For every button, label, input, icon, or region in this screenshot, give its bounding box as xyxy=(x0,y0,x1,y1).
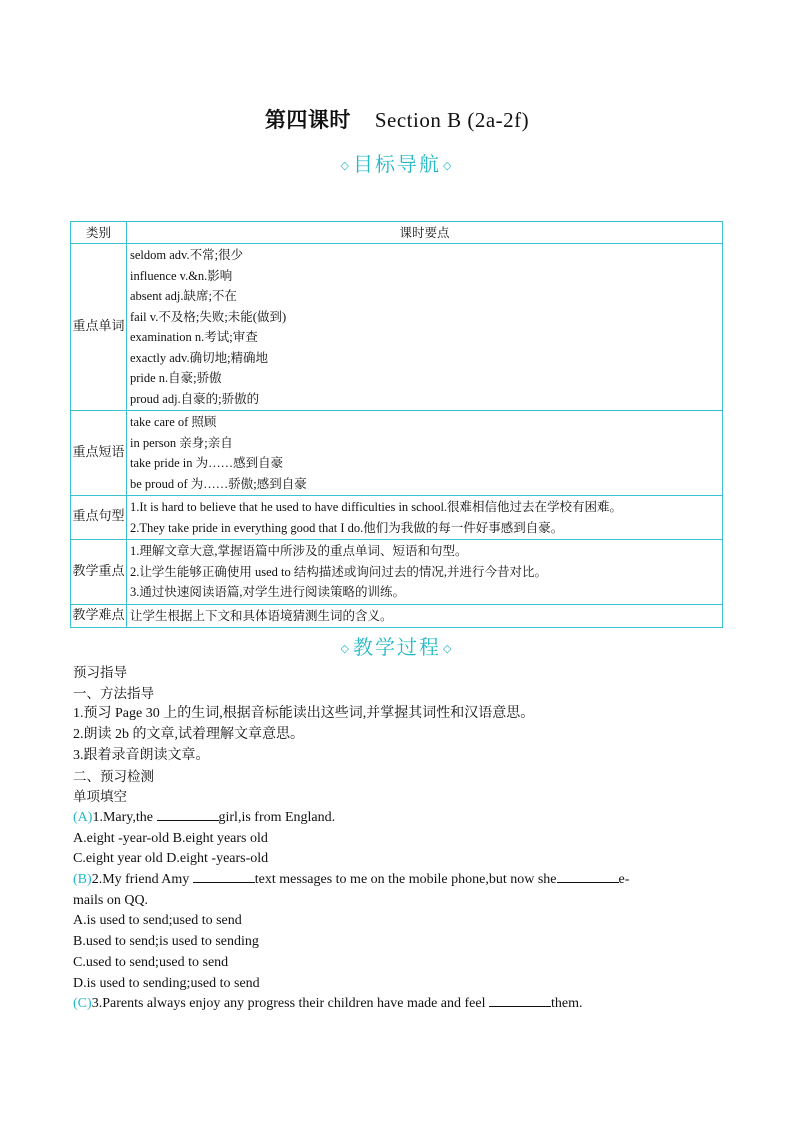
sentence-item: 1.It is hard to believe that he used to have difficulties in school.很难相信他过去在学校有困难。 xyxy=(130,500,623,514)
option-line: C.eight year old D.eight -years-old xyxy=(73,851,269,867)
phrase-item: be proud of 为……骄傲;感到自豪 xyxy=(130,476,307,491)
table-row xyxy=(71,411,723,496)
question-text: them. xyxy=(551,996,583,1012)
option-line: C.used to send;used to send xyxy=(73,954,229,970)
table-row xyxy=(71,244,723,411)
question-2 xyxy=(73,870,733,891)
method-heading: 一、方法指导 xyxy=(73,685,154,702)
section-banner-goals xyxy=(0,148,794,177)
answer-letter: A xyxy=(77,809,88,825)
method-item: 2.朗读 2b 的文章,试着理解文章意思。 xyxy=(73,727,304,743)
row-category: 重点短语 xyxy=(71,411,127,496)
table-header-category: 类别 xyxy=(71,222,127,244)
vocab-item: pride n.自豪;骄傲 xyxy=(130,371,222,385)
method-item: 3.跟着录音朗读文章。 xyxy=(73,747,210,763)
fill-heading: 单项填空 xyxy=(73,789,127,806)
table-row xyxy=(71,540,723,605)
question-1 xyxy=(73,808,733,829)
answer-paren: ( xyxy=(73,809,78,825)
vocab-item: examination n.考试;审查 xyxy=(130,330,258,344)
row-content xyxy=(127,496,723,540)
answer-letter: B xyxy=(77,872,88,888)
vocab-item: influence v.&n.影响 xyxy=(130,268,233,283)
row-category: 教学重点 xyxy=(71,540,127,605)
row-content xyxy=(127,411,723,496)
vocab-item: fail v.不及格;失败;未能(做到) xyxy=(130,309,287,324)
sentence-item: 2.They take pride in everything good that I do.他们为我做的每一件好事感到自豪。 xyxy=(130,520,564,535)
answer-paren: ( xyxy=(73,996,78,1012)
option-line: A.eight -year-old B.eight years old xyxy=(73,830,268,846)
difficulty-item: 让学生根据上下文和具体语境猜测生词的含义。 xyxy=(130,608,393,623)
question-text: mails on QQ. xyxy=(73,892,149,908)
diamond-icon: ◇ xyxy=(443,642,454,655)
phrase-item: in person 亲身;亲自 xyxy=(130,435,233,450)
answer-blank xyxy=(557,870,619,883)
banner-label: 教学过程 xyxy=(353,635,441,659)
row-content xyxy=(127,540,723,605)
table-row xyxy=(71,604,723,628)
row-content xyxy=(127,244,723,411)
table-header-points: 课时要点 xyxy=(127,222,723,244)
title-lesson: 第四课时 xyxy=(264,108,351,132)
body-content xyxy=(73,663,733,1015)
row-content xyxy=(127,604,723,628)
answer-blank xyxy=(193,870,255,883)
answer-blank xyxy=(489,994,551,1007)
method-item: 1.预习 Page 30 上的生词,根据音标能读出这些词,并掌握其词性和汉语意思。 xyxy=(73,706,535,722)
answer-letter: C xyxy=(77,996,88,1012)
answer-paren: ( xyxy=(73,872,78,888)
answer-paren: ) xyxy=(87,996,92,1012)
option-line: A.is used to send;used to send xyxy=(73,913,242,929)
vocab-item: absent adj.缺席;不在 xyxy=(130,289,237,303)
option-line: B.used to send;is used to sending xyxy=(73,934,259,950)
question-text: text messages to me on the mobile phone,but now she xyxy=(254,872,557,888)
question-3 xyxy=(73,994,733,1015)
vocab-item: seldom adv.不常;很少 xyxy=(130,248,244,262)
section-banner-process xyxy=(0,631,794,660)
option-line: D.is used to sending;used to send xyxy=(73,975,260,991)
preview-title: 预习指导 xyxy=(73,665,127,681)
table-row xyxy=(71,496,723,540)
focus-item: 1.理解文章大意,掌握语篇中所涉及的重点单词、短语和句型。 xyxy=(130,544,468,558)
diamond-icon: ◇ xyxy=(443,159,454,172)
row-category: 重点句型 xyxy=(71,496,127,540)
page-title xyxy=(0,104,794,134)
lesson-table xyxy=(70,221,723,628)
banner-label: 目标导航 xyxy=(353,152,441,176)
vocab-item: exactly adv.确切地;精确地 xyxy=(130,350,269,365)
question-text: 1.Mary,the xyxy=(92,809,157,825)
answer-paren: ) xyxy=(87,809,93,825)
phrase-item: take pride in 为……感到自豪 xyxy=(130,456,284,470)
question-text: 3.Parents always enjoy any progress their children have made and feel xyxy=(91,996,489,1012)
title-section: Section B (2a-2f) xyxy=(374,108,530,132)
question-text: e- xyxy=(618,872,630,888)
row-category: 重点单词 xyxy=(71,244,127,411)
focus-item: 3.通过快速阅读语篇,对学生进行阅读策略的训练。 xyxy=(130,585,406,599)
diamond-icon: ◇ xyxy=(340,642,351,655)
answer-blank xyxy=(157,808,219,821)
question-text: 2.My friend Amy xyxy=(91,872,193,888)
answer-paren: ) xyxy=(87,872,92,888)
phrase-item: take care of 照顾 xyxy=(130,415,217,429)
vocab-item: proud adj.自豪的;骄傲的 xyxy=(130,391,260,406)
focus-item: 2.让学生能够正确使用 used to 结构描述或询问过去的情况,并进行今昔对比。 xyxy=(130,564,548,579)
row-category: 教学难点 xyxy=(71,604,127,628)
table-header-row xyxy=(71,222,723,244)
diamond-icon: ◇ xyxy=(340,159,351,172)
question-text: girl,is from England. xyxy=(218,809,336,825)
check-heading: 二、预习检测 xyxy=(73,768,154,785)
